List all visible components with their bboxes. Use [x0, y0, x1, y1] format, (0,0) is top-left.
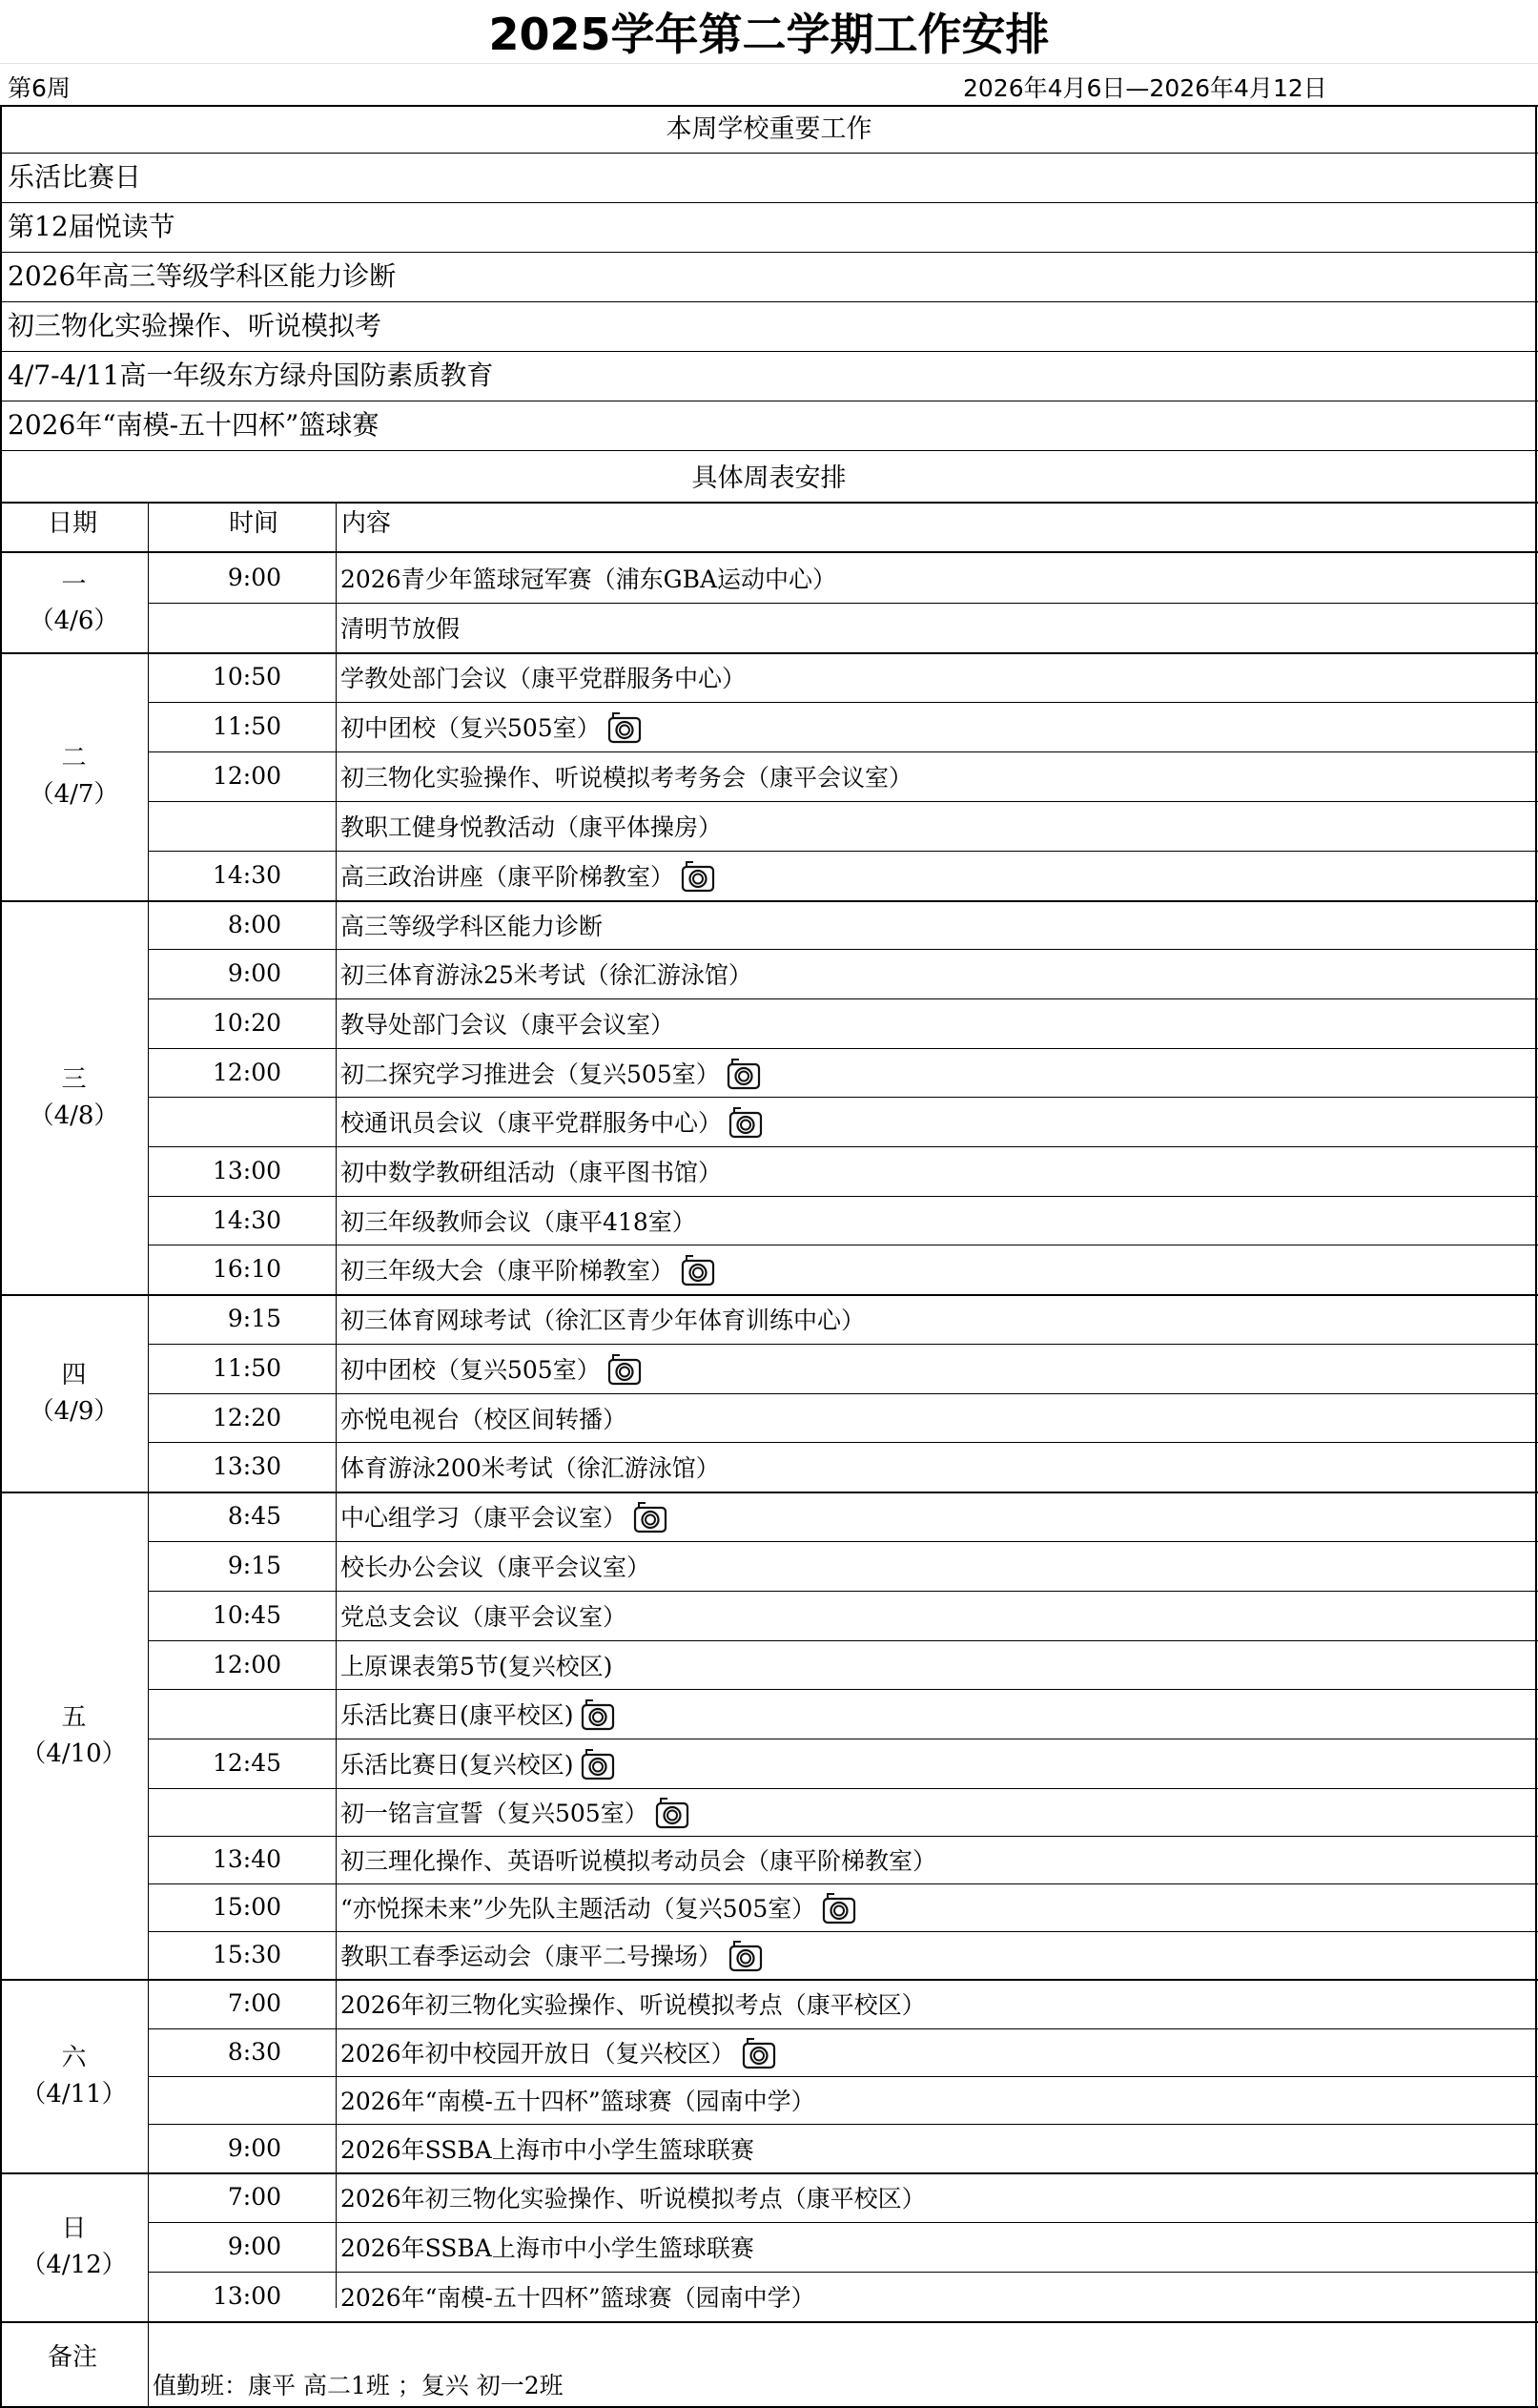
day-cell — [0, 1357, 148, 1430]
grid-line — [0, 105, 2, 2408]
content-text: 2026年初三物化实验操作、听说模拟考点（康平校区） — [340, 1991, 926, 2019]
grid-line — [148, 1689, 1538, 1690]
day-date: （4/10） — [21, 1739, 127, 1768]
grid-line — [0, 351, 1538, 352]
time-cell: 13:30 — [212, 1452, 281, 1480]
grid-line — [148, 751, 1538, 752]
time-cell: 9:00 — [227, 564, 281, 591]
day-date: （4/8） — [29, 1101, 119, 1130]
grid-line — [148, 2308, 149, 2407]
grid-line — [0, 1492, 1538, 1493]
content-text: 亦悦电视台（校区间转播） — [340, 1405, 627, 1433]
content-text: 上原课表第5节(复兴校区) — [340, 1652, 613, 1680]
time-cell: 9:15 — [227, 1305, 281, 1332]
content-text: 教导处部门会议（康平会议室） — [340, 1011, 675, 1039]
grid-line — [148, 502, 149, 2308]
schedule-section-title: 具体周表安排 — [691, 463, 847, 493]
grid-line — [1535, 105, 1537, 2408]
content-text: 教职工春季运动会（康平二号操场） — [340, 1943, 723, 1970]
content-cell — [340, 1739, 616, 1788]
content-text: 学教处部门会议（康平党群服务中心） — [340, 665, 747, 692]
grid-line — [148, 949, 1538, 950]
grid-line — [0, 2321, 1538, 2323]
content-cell — [340, 1245, 716, 1294]
content-cell — [340, 652, 746, 702]
content-cell — [340, 2172, 926, 2222]
grid-line — [148, 1883, 1538, 1884]
time-cell: 13:00 — [212, 1157, 281, 1184]
time-cell: 7:00 — [227, 2183, 281, 2211]
content-cell — [340, 851, 716, 900]
camera-icon — [580, 1745, 616, 1781]
time-cell: 12:20 — [212, 1404, 281, 1431]
time-cell — [153, 1689, 281, 1739]
content-text: 初一铭言宣誓（复兴505室） — [340, 1800, 648, 1827]
grid-line — [148, 702, 1538, 703]
content-text: 高三政治讲座（康平阶梯教室） — [340, 863, 675, 891]
content-cell — [340, 1048, 762, 1097]
grid-line — [148, 1836, 1538, 1837]
content-cell — [340, 1591, 626, 1640]
camera-icon — [606, 709, 643, 745]
date-range: 2026年4月6日—2026年4月12日 — [963, 74, 1327, 102]
grid-line — [148, 1196, 1538, 1197]
content-cell — [340, 998, 674, 1048]
content-cell — [340, 1344, 643, 1393]
content-text: 初中团校（复兴505室） — [340, 714, 601, 742]
content-cell — [340, 702, 643, 751]
grid-line — [0, 301, 1538, 302]
day-name: 三 — [61, 1064, 87, 1094]
grid-line — [148, 1146, 1538, 1147]
time-cell: 12:00 — [212, 1651, 281, 1678]
content-text: 初三体育游泳25米考试（徐汇游泳馆） — [340, 961, 752, 989]
time-cell: 15:00 — [212, 1893, 281, 1921]
content-cell — [340, 1146, 722, 1196]
grid-line — [0, 900, 1538, 902]
content-text: 初三体育网球考试（徐汇区青少年体育训练中心） — [340, 1307, 866, 1334]
content-text: 乐活比赛日(康平校区) — [340, 1701, 574, 1729]
content-text: “亦悦探未来”少先队主题活动（复兴505室） — [340, 1895, 816, 1923]
camera-icon — [680, 857, 716, 894]
content-cell — [340, 1788, 690, 1836]
camera-icon — [680, 1251, 716, 1287]
header-date: 日期 — [48, 509, 98, 538]
time-cell: 13:40 — [212, 1845, 281, 1873]
grid-line — [0, 202, 1538, 203]
day-date: （4/7） — [29, 780, 119, 809]
grid-line — [148, 2222, 1538, 2223]
grid-line — [148, 1048, 1538, 1049]
grid-line — [0, 105, 1538, 107]
important-item: 第12届悦读节 — [8, 211, 175, 242]
content-cell — [340, 1931, 764, 1979]
content-text: 2026年初三物化实验操作、听说模拟考点（康平校区） — [340, 2185, 926, 2212]
day-name: 日 — [61, 2214, 87, 2243]
camera-icon — [726, 1055, 762, 1091]
camera-icon — [606, 1350, 643, 1387]
content-text: 2026年“南模-五十四杯”篮球赛（园南中学） — [340, 2088, 815, 2115]
grid-line — [148, 1640, 1538, 1641]
time-cell — [153, 1097, 281, 1146]
content-text: 2026年SSBA上海市中小学生篮球联赛 — [340, 2135, 754, 2164]
content-text: 初二探究学习推进会（复兴505室） — [340, 1060, 720, 1088]
grid-line — [0, 1294, 1538, 1296]
grid-line — [0, 252, 1538, 253]
time-cell: 12:00 — [212, 762, 281, 790]
camera-icon — [580, 1696, 616, 1732]
camera-icon — [821, 1889, 857, 1925]
camera-icon — [728, 1937, 764, 1973]
time-cell: 10:20 — [212, 1009, 281, 1037]
content-cell — [340, 2076, 815, 2124]
time-cell: 11:50 — [212, 1354, 281, 1382]
remarks-label: 备注 — [48, 2343, 98, 2372]
content-text: 初三物化实验操作、听说模拟考考务会（康平会议室） — [340, 764, 913, 792]
content-text: 初中数学教研组活动（康平图书馆） — [340, 1159, 723, 1186]
time-cell: 15:30 — [212, 1941, 281, 1968]
grid-line — [148, 851, 1538, 852]
day-cell — [0, 566, 148, 639]
content-text: 2026青少年篮球冠军赛（浦东GBA运动中心） — [340, 566, 837, 593]
time-cell: 13:00 — [212, 2282, 281, 2310]
content-text: 初中团校（复兴505室） — [340, 1356, 601, 1384]
camera-icon — [632, 1498, 668, 1534]
time-cell: 9:00 — [227, 2134, 281, 2162]
day-cell — [0, 1699, 148, 1772]
time-cell: 10:45 — [212, 1601, 281, 1629]
day-name: 二 — [61, 744, 87, 772]
day-name: 一 — [61, 570, 87, 599]
grid-line — [0, 153, 1538, 154]
week-label: 第6周 — [8, 74, 71, 102]
day-cell — [0, 740, 148, 813]
content-cell — [340, 801, 722, 851]
content-cell — [340, 1883, 857, 1931]
content-cell — [340, 949, 752, 998]
time-cell: 14:30 — [212, 1206, 281, 1234]
content-text: 清明节放假 — [340, 615, 461, 643]
content-cell — [340, 1196, 696, 1245]
important-item: 乐活比赛日 — [8, 161, 142, 193]
time-cell — [153, 801, 281, 851]
day-name: 五 — [61, 1702, 87, 1732]
grid-line — [148, 1097, 1538, 1098]
grid-line — [0, 450, 1538, 451]
content-cell — [340, 2028, 777, 2076]
grid-line — [0, 2172, 1538, 2174]
camera-icon — [728, 1103, 764, 1140]
grid-line — [0, 652, 1538, 654]
grid-line — [0, 502, 1538, 504]
day-cell — [0, 2040, 148, 2112]
grid-line — [148, 998, 1538, 999]
important-item: 4/7-4/11高一年级东方绿舟国防素质教育 — [8, 360, 494, 391]
content-cell — [340, 1097, 764, 1146]
important-section-title: 本周学校重要工作 — [666, 114, 872, 144]
content-cell — [340, 1979, 926, 2028]
content-cell — [340, 1442, 720, 1492]
content-text: 乐活比赛日(复兴校区) — [340, 1751, 574, 1779]
grid-line — [148, 2076, 1538, 2077]
content-cell — [340, 603, 460, 652]
content-cell — [340, 2124, 754, 2172]
camera-icon — [741, 2034, 777, 2070]
grid-line — [148, 2272, 1538, 2273]
day-date: （4/9） — [29, 1396, 119, 1426]
important-item: 2026年高三等级学科区能力诊断 — [8, 260, 397, 292]
grid-line — [148, 801, 1538, 802]
page-title: 2025学年第二学期工作安排 — [488, 9, 1050, 60]
content-cell — [340, 1640, 612, 1689]
content-cell — [340, 751, 913, 801]
header-content: 内容 — [341, 509, 392, 538]
time-cell: 12:45 — [212, 1749, 281, 1777]
content-text: 2026年SSBA上海市中小学生篮球联赛 — [340, 2234, 754, 2262]
time-cell — [153, 1788, 281, 1836]
day-date: （4/6） — [29, 607, 119, 635]
content-text: 高三等级学科区能力诊断 — [340, 912, 604, 940]
time-cell: 8:45 — [227, 1502, 281, 1530]
grid-line — [148, 1344, 1538, 1345]
content-text: 初三年级大会（康平阶梯教室） — [340, 1257, 675, 1285]
grid-line — [148, 1931, 1538, 1932]
important-item: 2026年“南模-五十四杯”篮球赛 — [8, 409, 379, 441]
day-name: 六 — [61, 2043, 87, 2072]
content-text: 体育游泳200米考试（徐汇游泳馆） — [340, 1454, 720, 1482]
content-cell — [340, 2222, 754, 2272]
day-name: 四 — [61, 1360, 87, 1389]
day-cell — [0, 2211, 148, 2283]
content-cell — [340, 1541, 650, 1591]
time-cell: 8:30 — [227, 2038, 281, 2066]
time-cell: 9:00 — [227, 2233, 281, 2260]
content-cell — [340, 1492, 668, 1541]
day-cell — [0, 1061, 148, 1134]
content-cell — [340, 1294, 865, 1344]
grid-line — [148, 1591, 1538, 1592]
grid-line — [0, 63, 1538, 64]
grid-line — [148, 2028, 1538, 2029]
time-cell: 12:00 — [212, 1059, 281, 1086]
content-text: 中心组学习（康平会议室） — [340, 1504, 627, 1532]
grid-line — [148, 1541, 1538, 1542]
day-date: （4/11） — [21, 2079, 127, 2109]
time-cell — [153, 2076, 281, 2124]
content-text: 初三年级教师会议（康平418室） — [340, 1207, 696, 1236]
content-text: 2026年初中校园开放日（复兴校区） — [340, 2040, 735, 2068]
grid-line — [148, 603, 1538, 604]
content-text: 校通讯员会议（康平党群服务中心） — [340, 1109, 723, 1137]
important-item: 初三物化实验操作、听说模拟考 — [8, 310, 382, 341]
time-cell: 10:50 — [212, 663, 281, 690]
content-cell — [340, 1393, 626, 1442]
time-cell: 11:50 — [212, 712, 281, 740]
header-time: 时间 — [229, 509, 279, 538]
time-cell: 8:00 — [227, 911, 281, 938]
camera-icon — [654, 1794, 690, 1830]
grid-line — [148, 2124, 1538, 2125]
content-text: 初三理化操作、英语听说模拟考动员会（康平阶梯教室） — [340, 1847, 937, 1875]
time-cell — [153, 603, 281, 652]
grid-line — [336, 502, 337, 2308]
content-cell — [340, 1836, 936, 1883]
content-text: 校长办公会议（康平会议室） — [340, 1554, 651, 1581]
day-date: （4/12） — [21, 2251, 127, 2279]
grid-line — [0, 551, 1538, 553]
grid-line — [148, 1393, 1538, 1394]
time-cell: 14:30 — [212, 861, 281, 889]
grid-line — [148, 1788, 1538, 1789]
content-text: 教职工健身悦教活动（康平体操房） — [340, 813, 723, 841]
time-cell: 9:00 — [227, 959, 281, 987]
content-text: 党总支会议（康平会议室） — [340, 1603, 627, 1631]
content-cell — [340, 2272, 815, 2321]
time-cell: 9:15 — [227, 1552, 281, 1579]
remarks-text: 值勤班：康平 高二1班 ；复兴 初一2班 — [153, 2372, 564, 2399]
content-text: 2026年“南模-五十四杯”篮球赛（园南中学） — [340, 2284, 815, 2312]
content-cell — [340, 900, 603, 949]
content-cell — [340, 1689, 616, 1739]
time-cell: 16:10 — [212, 1255, 281, 1283]
time-cell: 7:00 — [227, 1989, 281, 2017]
content-cell — [340, 553, 836, 603]
grid-line — [148, 1442, 1538, 1443]
grid-line — [0, 1979, 1538, 1981]
